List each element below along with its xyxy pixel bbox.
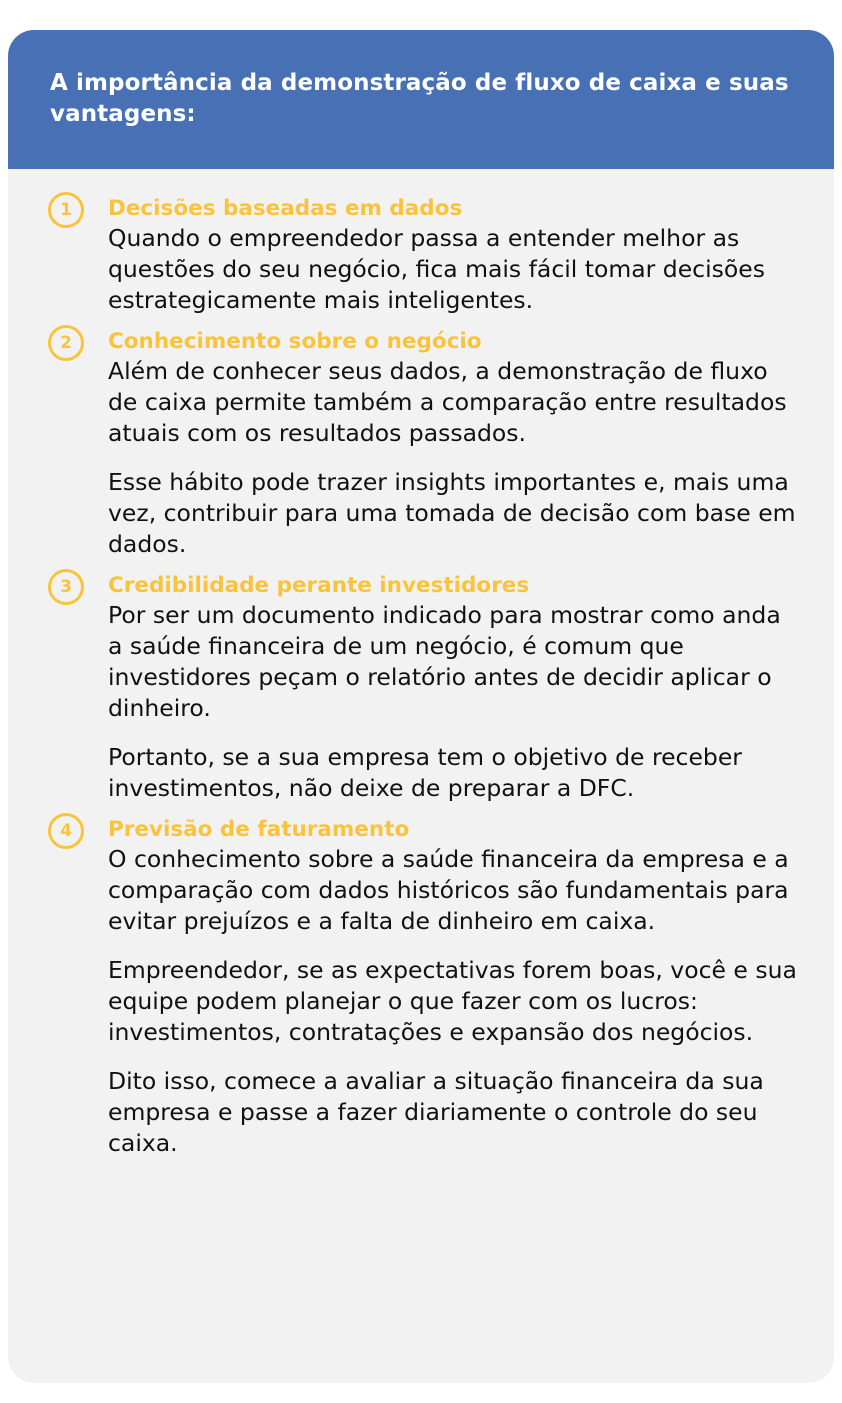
card-header bbox=[8, 30, 834, 169]
card-content bbox=[8, 169, 834, 1159]
section-paragraph: Portanto, se a sua empresa tem o objetivo de receber investimentos, não deixe de preparar a DFC. bbox=[108, 743, 742, 802]
section-2 bbox=[48, 328, 798, 560]
section-title: Decisões baseadas em dados bbox=[108, 196, 463, 221]
section-4 bbox=[48, 816, 798, 1159]
section-paragraph: Dito isso, comece a avaliar a situação financeira da sua empresa e passe a fazer diariamente o controle do seu caixa. bbox=[108, 1067, 764, 1157]
section-paragraph: Quando o empreendedor passa a entender melhor as questões do seu negócio, fica mais fácil tomar decisões estrategicamente mais inteligentes. bbox=[108, 224, 765, 314]
number-2-circle-icon: 2 bbox=[48, 325, 84, 361]
section-paragraph: Por ser um documento indicado para mostrar como anda a saúde financeira de um negócio, é comum que investidores peçam o relatório antes de decidir aplicar o dinheiro. bbox=[108, 601, 781, 722]
section-title: Conhecimento sobre o negócio bbox=[108, 329, 482, 354]
section-3 bbox=[48, 572, 798, 804]
section-1 bbox=[48, 195, 798, 316]
section-paragraph: O conhecimento sobre a saúde financeira da empresa e a comparação com dados históricos são fundamentais para evitar prejuízos e a falta de dinheiro em caixa. bbox=[108, 845, 789, 935]
number-3-circle-icon: 3 bbox=[48, 569, 84, 605]
section-paragraph: Esse hábito pode trazer insights importantes e, mais uma vez, contribuir para uma tomada de decisão com base em dados. bbox=[108, 468, 796, 558]
section-paragraph: Empreendedor, se as expectativas forem boas, você e sua equipe podem planejar o que fazer com os lucros: investimentos, contratações e expansão dos negócios. bbox=[108, 956, 797, 1046]
section-title: Credibilidade perante investidores bbox=[108, 573, 530, 598]
card-title: A importância da demonstração de fluxo de caixa e suas vantagens: bbox=[50, 70, 789, 127]
number-4-circle-icon: 4 bbox=[48, 813, 84, 849]
section-title: Previsão de faturamento bbox=[108, 817, 410, 842]
number-1-circle-icon: 1 bbox=[48, 192, 84, 228]
info-card bbox=[8, 30, 834, 1383]
section-paragraph: Além de conhecer seus dados, a demonstração de fluxo de caixa permite também a comparação entre resultados atuais com os resultados passados. bbox=[108, 357, 787, 447]
